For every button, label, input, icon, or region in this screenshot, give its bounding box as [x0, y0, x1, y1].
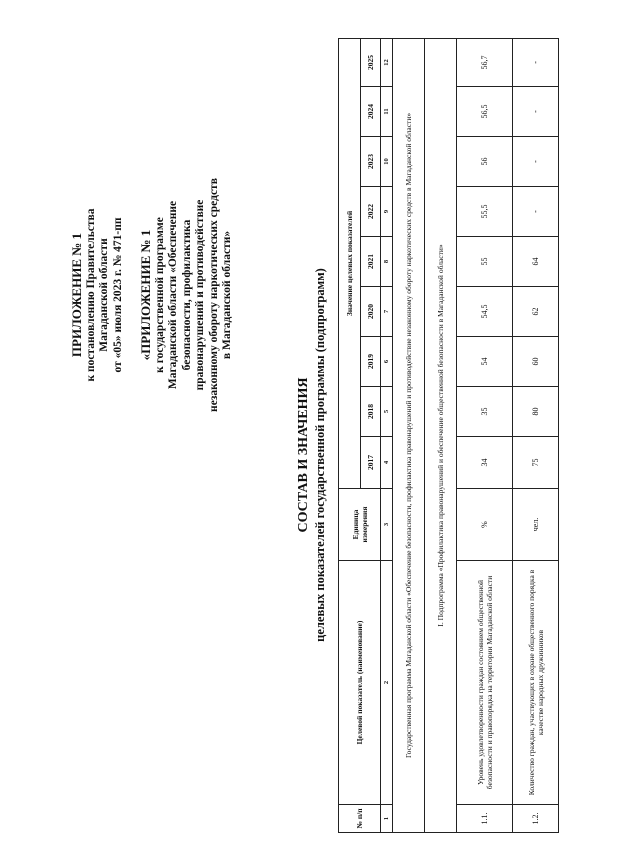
row-number: 1.1.	[457, 805, 513, 833]
row-value: -	[513, 38, 559, 86]
appendix-date-number: от «05» июля 2023 г. № 471-пп	[111, 217, 124, 373]
row-value: 54	[457, 337, 513, 387]
column-number: 1	[381, 805, 393, 833]
appendix-line: к государственной программе	[153, 217, 166, 373]
appendix-line: правонарушений и противодействие	[194, 199, 206, 391]
appendix-title: ПРИЛОЖЕНИЕ № 1	[69, 232, 84, 358]
row-value: -	[513, 137, 559, 187]
header-number: № п/п	[339, 805, 381, 833]
column-number-row	[381, 38, 393, 832]
row-value: 75	[513, 437, 559, 489]
column-number: 2	[381, 561, 393, 805]
column-number: 7	[381, 287, 393, 337]
row-value: 54,5	[457, 287, 513, 337]
header-year: 2019	[361, 337, 381, 387]
row-value: 60	[513, 337, 559, 387]
appendix-line: в Магаданской области»	[221, 230, 233, 360]
row-value: -	[513, 87, 559, 137]
row-value: 55	[457, 237, 513, 287]
row-value: 56,5	[457, 87, 513, 137]
subprogram-title: I. Подпрограмма «Профилактика правонарушений и обеспечение общественной безопасности в Магаданской области»	[425, 38, 457, 832]
row-value: 55,5	[457, 187, 513, 237]
column-number: 3	[381, 489, 393, 561]
column-number: 12	[381, 38, 393, 86]
heading-subtitle: целевых показателей государственной программы (подпрограмм)	[313, 268, 327, 642]
row-indicator-name: Уровень удовлетворенности граждан состоянием общественной безопасности и правопорядка на территории Магаданской области	[457, 561, 513, 805]
table-row	[513, 38, 559, 832]
subprogram-row	[425, 38, 457, 832]
row-value: 34	[457, 437, 513, 489]
program-title: Государственная программа Магаданской области «Обеспечение безопасности, профилактика правонарушений и противодействие незаконному обороту наркотических средств в Магаданской области»	[393, 38, 425, 832]
appendix-line: к постановлению Правительства	[84, 208, 97, 382]
header-year: 2024	[361, 87, 381, 137]
column-number: 5	[381, 387, 393, 437]
row-value: 64	[513, 237, 559, 287]
row-number: 1.2.	[513, 805, 559, 833]
heading-title: СОСТАВ И ЗНАЧЕНИЯ	[296, 377, 311, 533]
row-value: 56,7	[457, 38, 513, 86]
table-header-row	[339, 38, 361, 832]
header-year: 2020	[361, 287, 381, 337]
appendix-line: Магаданской области	[98, 238, 110, 352]
header-indicator-name: Целевой показатель (наименование)	[339, 561, 381, 805]
header-values: Значение целевых показателей	[339, 38, 361, 488]
header-year: 2025	[361, 38, 381, 86]
column-number: 8	[381, 237, 393, 287]
row-value: 62	[513, 287, 559, 337]
column-number: 10	[381, 137, 393, 187]
program-row	[393, 38, 425, 832]
header-year: 2022	[361, 187, 381, 237]
header-year: 2021	[361, 237, 381, 287]
row-value: 56	[457, 137, 513, 187]
column-number: 9	[381, 187, 393, 237]
appendix-line: незаконному обороту наркотических средств	[207, 178, 220, 412]
indicators-table	[338, 38, 559, 833]
quoted-appendix-title: «ПРИЛОЖЕНИЕ № 1	[138, 229, 153, 361]
row-indicator-name: Количество граждан, участвующих в охране общественного порядка в качестве народных дружинников	[513, 561, 559, 805]
table-row	[457, 38, 513, 832]
row-value: 35	[457, 387, 513, 437]
document-heading	[296, 195, 328, 715]
header-unit: Единица измерения	[339, 489, 381, 561]
row-unit: чел.	[513, 489, 559, 561]
appendix-header	[70, 145, 235, 445]
header-year: 2017	[361, 437, 381, 489]
appendix-line: безопасности, профилактика	[180, 219, 193, 371]
row-unit: %	[457, 489, 513, 561]
header-year: 2023	[361, 137, 381, 187]
column-number: 4	[381, 437, 393, 489]
row-value: -	[513, 187, 559, 237]
appendix-line: Магаданской области «Обеспечение	[167, 200, 179, 390]
row-value: 80	[513, 387, 559, 437]
column-number: 6	[381, 337, 393, 387]
column-number: 11	[381, 87, 393, 137]
header-year: 2018	[361, 387, 381, 437]
